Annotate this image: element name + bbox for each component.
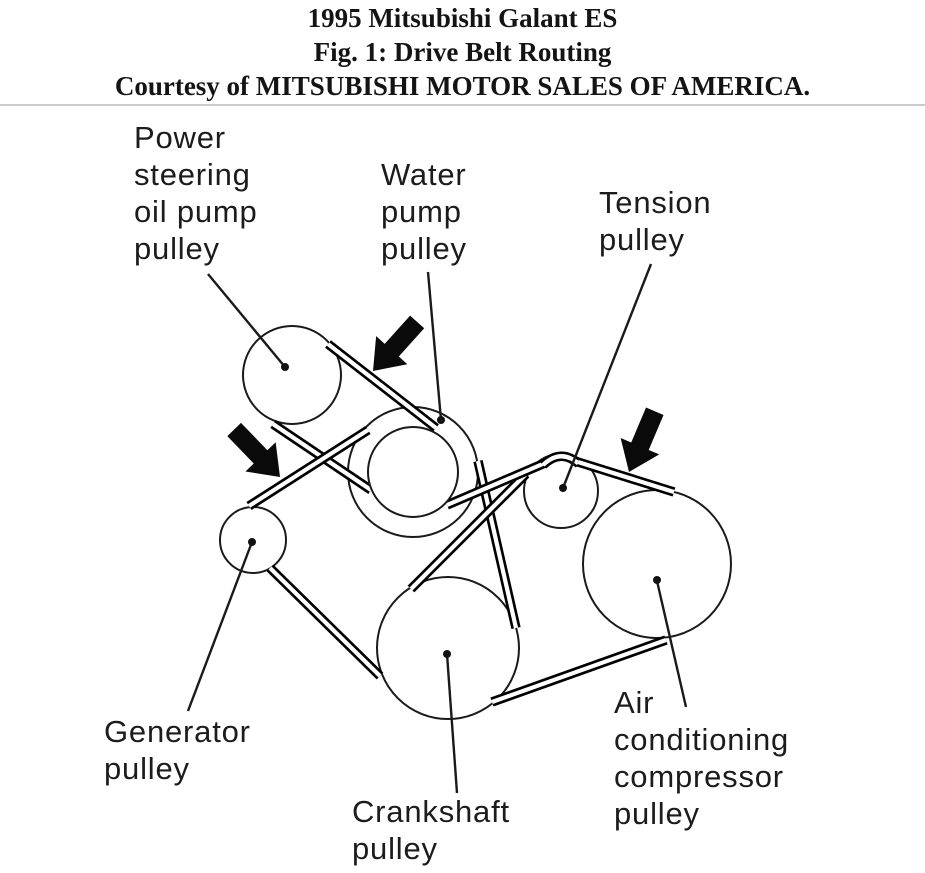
- label-crankshaft-pulley: Crankshaft pulley: [352, 794, 510, 866]
- belt-arrow-right: [610, 403, 674, 480]
- water-pump-pulley-inner: [368, 427, 458, 517]
- label-tension-pulley: Tension pulley: [599, 185, 712, 257]
- leader-power-steering: [208, 274, 285, 367]
- label-power-steering-pulley: Power steering oil pump pulley: [134, 120, 258, 266]
- leader-generator: [188, 542, 252, 711]
- courtesy-line: Courtesy of MITSUBISHI MOTOR SALES OF AMERICA.: [114, 71, 811, 101]
- figure-title: Fig. 1: Drive Belt Routing: [313, 37, 612, 67]
- ac-compressor-pulley: [583, 490, 731, 638]
- power-steering-pulley: [243, 326, 341, 424]
- label-water-pump-pulley: Water pump pulley: [381, 157, 467, 266]
- leader-water-pump: [428, 272, 441, 420]
- label-generator-pulley: Generator pulley: [104, 714, 251, 786]
- vehicle-title: 1995 Mitsubishi Galant ES: [307, 3, 618, 33]
- label-ac-compressor-pulley: Air conditioning compressor pulley: [614, 685, 790, 831]
